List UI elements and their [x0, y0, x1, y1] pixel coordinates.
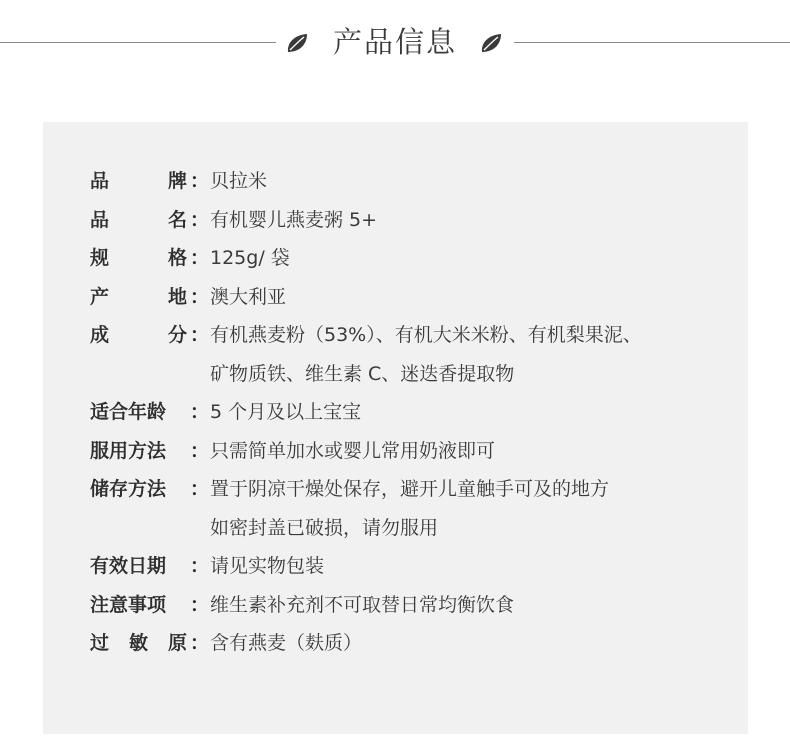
- info-label: [90, 470, 210, 509]
- info-label-char: 敏: [128, 632, 148, 654]
- info-label-text: [90, 316, 190, 355]
- header-divider-right: [514, 42, 790, 43]
- info-row: [90, 316, 730, 393]
- info-label: [90, 239, 210, 278]
- info-row: [90, 393, 730, 432]
- info-label-text: [90, 393, 190, 432]
- info-label-char: 成: [90, 324, 110, 346]
- info-label-colon: ：: [190, 555, 210, 577]
- info-label-char: 有效日期: [90, 555, 167, 577]
- info-label-colon: ：: [190, 478, 210, 500]
- info-label-char: 原: [167, 632, 187, 654]
- info-value: [210, 432, 730, 471]
- info-label-colon: ：: [190, 324, 210, 346]
- info-row: [90, 586, 730, 625]
- info-label-char: 过: [90, 632, 110, 654]
- info-label-char: 格: [167, 247, 187, 269]
- info-value-line: 如密封盖已破损，请勿服用: [210, 516, 439, 539]
- info-label-colon: ：: [190, 439, 210, 462]
- info-label-char: 储存方法: [90, 478, 167, 500]
- info-value-line: 只需简单加水或婴儿常用奶液即可: [210, 439, 496, 462]
- info-label-text: [90, 201, 190, 240]
- info-label-text: [90, 239, 190, 278]
- info-label-char: 牌: [167, 170, 187, 192]
- info-label: [90, 586, 210, 625]
- info-value-line: 置于阴凉干燥处保存，避开儿童触手可及的地方: [210, 478, 610, 500]
- info-value-line: 澳大利亚: [210, 285, 287, 308]
- header-divider-left: [0, 42, 276, 43]
- info-label-colon: ：: [190, 401, 210, 423]
- info-label: [90, 432, 210, 471]
- product-info-panel: [43, 122, 748, 734]
- info-value: [210, 586, 730, 625]
- info-value: [210, 316, 730, 393]
- info-label-text: [90, 624, 190, 663]
- info-label-char: 地: [167, 285, 187, 308]
- info-label-text: [90, 586, 190, 625]
- info-value-line: 维生素补充剂不可取替日常均衡饮食: [210, 593, 515, 616]
- info-value-line: 请见实物包装: [210, 555, 325, 577]
- info-row: [90, 278, 730, 317]
- info-value-line: 矿物质铁、维生素 C、迷迭香提取物: [210, 362, 515, 385]
- info-row: [90, 201, 730, 240]
- info-label: [90, 201, 210, 240]
- info-value: [210, 162, 730, 201]
- info-value-line: 含有燕麦（麸质）: [210, 632, 363, 654]
- info-label-text: [90, 162, 190, 201]
- info-value-line: 125g/ 袋: [210, 247, 290, 269]
- info-row: [90, 624, 730, 663]
- info-row: [90, 162, 730, 201]
- info-label-char: 注意事项: [90, 593, 167, 616]
- info-label-char: 产: [90, 285, 110, 308]
- info-value: [210, 470, 730, 547]
- info-label-colon: ：: [190, 593, 210, 616]
- info-label-char: 品: [90, 208, 110, 231]
- info-label-colon: ：: [190, 208, 210, 231]
- leaf-icon: [479, 33, 503, 53]
- leaf-icon: [285, 33, 309, 53]
- info-label-colon: ：: [190, 632, 210, 654]
- info-value-line: 有机燕麦粉（53%）、有机大米米粉、有机梨果泥、: [210, 324, 642, 346]
- info-label-colon: ：: [190, 247, 210, 269]
- section-header: [0, 20, 790, 64]
- info-value: [210, 393, 730, 432]
- info-row: [90, 432, 730, 471]
- info-label: [90, 547, 210, 586]
- info-value: [210, 624, 730, 663]
- info-label-char: 适合年龄: [90, 401, 167, 423]
- info-label-text: [90, 278, 190, 317]
- info-value-line: 5 个月及以上宝宝: [210, 401, 362, 423]
- info-value: [210, 239, 730, 278]
- info-label-char: 规: [90, 247, 110, 269]
- info-row: [90, 547, 730, 586]
- info-label-text: [90, 547, 190, 586]
- page-title: 产品信息: [332, 25, 457, 59]
- info-label-char: 名: [167, 208, 187, 231]
- info-label-text: [90, 470, 190, 509]
- product-info-list: [90, 162, 730, 663]
- info-label-char: 分: [167, 324, 187, 346]
- info-label-colon: ：: [190, 285, 210, 308]
- info-value: [210, 201, 730, 240]
- info-label: [90, 624, 210, 663]
- info-label: [90, 393, 210, 432]
- info-row: [90, 470, 730, 547]
- info-label: [90, 316, 210, 355]
- info-label-colon: ：: [190, 170, 210, 192]
- info-row: [90, 239, 730, 278]
- info-value: [210, 278, 730, 317]
- info-label-char: 服用方法: [90, 439, 167, 462]
- info-label-char: 品: [90, 170, 110, 192]
- info-label: [90, 278, 210, 317]
- info-label: [90, 162, 210, 201]
- info-value: [210, 547, 730, 586]
- info-value-line: 贝拉米: [210, 170, 268, 192]
- info-label-text: [90, 432, 190, 471]
- info-value-line: 有机婴儿燕麦粥 5+: [210, 208, 378, 231]
